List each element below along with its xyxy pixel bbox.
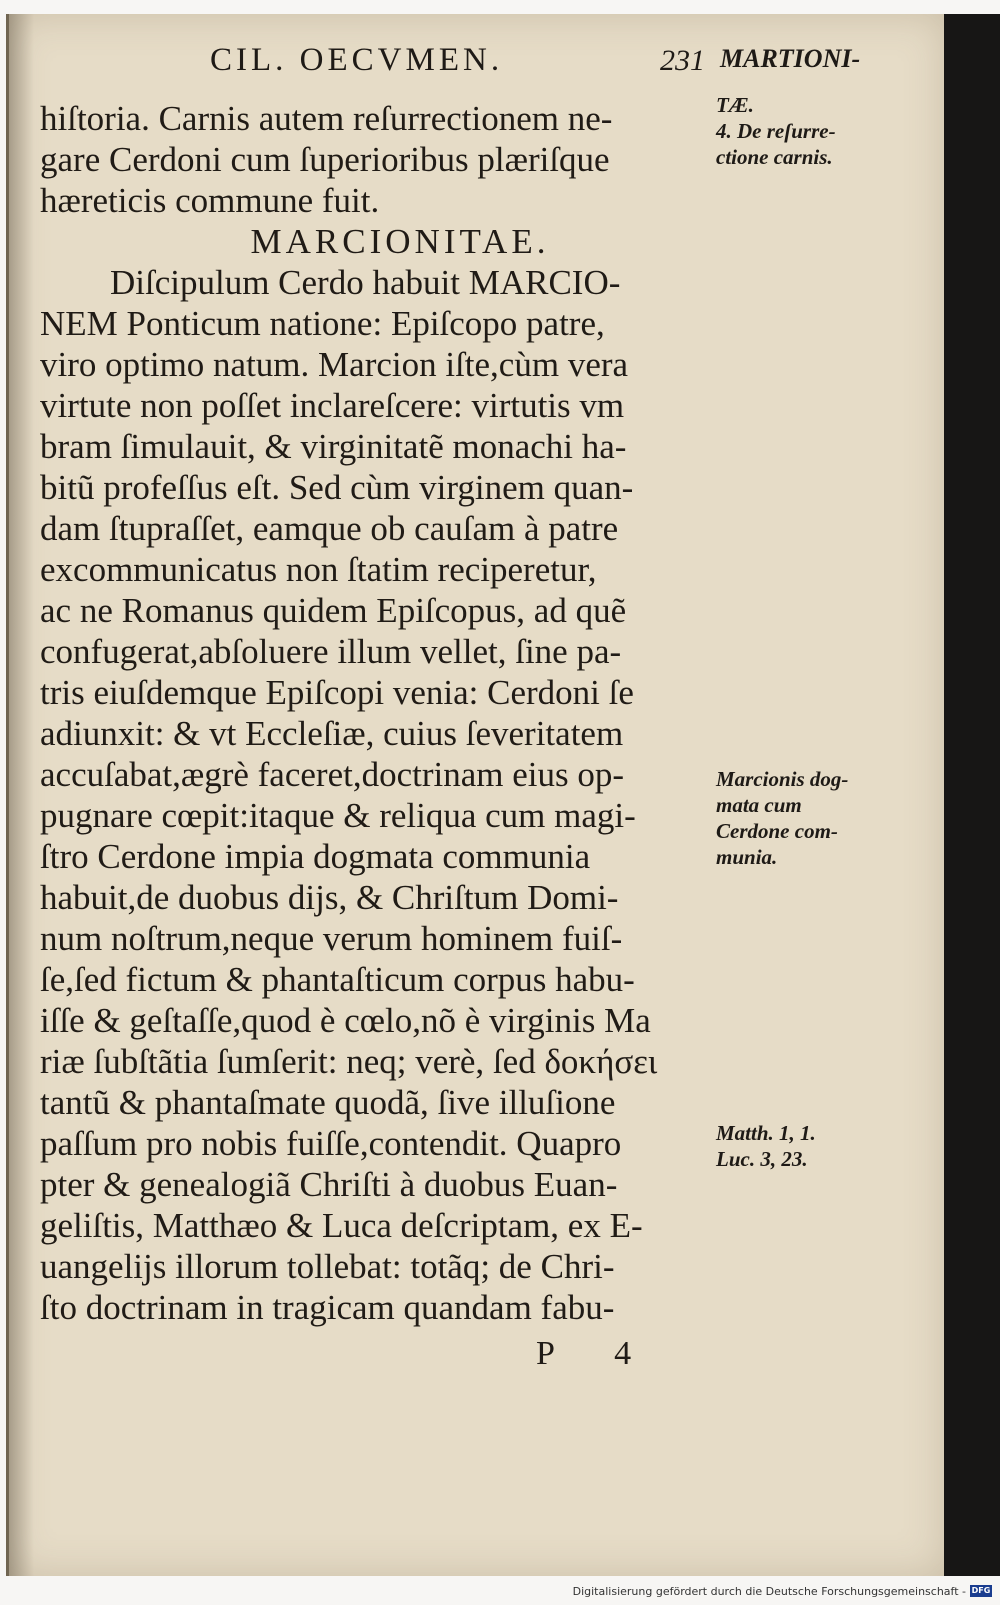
text-line: Diſcipulum Cerdo habuit MARCIO-	[110, 263, 621, 302]
gutter-shadow	[6, 14, 34, 1576]
text-line: bram ſimulauit, & virginitatẽ monachi ha-	[40, 427, 627, 466]
text-line: iſſe & geſtaſſe,quod è cœlo,nõ è virginis Ma	[40, 1001, 651, 1040]
text-line: riæ ſubſtãtia ſumſerit: neq; verè, ſed δοκήσει	[40, 1042, 658, 1081]
margin-note-line: ctione carnis.	[716, 145, 833, 169]
signature-mark: P 4	[536, 1335, 658, 1372]
text-line: gare Cerdoni cum ſuperioribus plæriſque	[40, 140, 610, 179]
funding-credit: Digitalisierung gefördert durch die Deutsche Forschungsgemeinschaft -	[572, 1585, 966, 1598]
running-head: CIL. OECVMEN.	[210, 42, 504, 78]
text-line: pugnare cœpit:itaque & reliqua cum magi-	[40, 796, 636, 835]
text-line: paſſum pro nobis fuiſſe,contendit. Quapro	[40, 1124, 622, 1163]
margin-note-line: Marcionis dog-	[716, 767, 849, 791]
dfg-logo: DFG	[971, 1586, 991, 1595]
margin-heading: MARTIONI-	[720, 44, 861, 73]
text-line: tantũ & phantaſmate quodã, ſive illuſione	[40, 1083, 616, 1122]
text-line: ac ne Romanus quidem Epiſcopus, ad quẽ	[40, 591, 627, 630]
margin-note	[716, 766, 876, 870]
text-line: NEM Ponticum natione: Epiſcopo patre,	[40, 304, 605, 343]
text-line: pter & genealogiã Chriſti à duobus Euan-	[40, 1165, 618, 1204]
text-line: dam ſtupraſſet, eamque ob cauſam à patre	[40, 509, 619, 548]
margin-note-line: munia.	[716, 845, 778, 869]
margin-note-line: TÆ.	[716, 93, 754, 117]
margin-note-line: Cerdone com-	[716, 819, 838, 843]
margin-note-line: Matth. 1, 1.	[716, 1121, 816, 1145]
margin-note-line: Luc. 3, 23.	[716, 1147, 808, 1171]
text-line: viro optimo natum. Marcion iſte,cùm vera	[40, 345, 629, 384]
text-line: hæreticis commune fuit.	[40, 181, 380, 220]
main-text-block	[40, 98, 720, 1328]
margin-note	[716, 92, 876, 170]
text-line: virtute non poſſet inclareſcere: virtutis vm	[40, 386, 625, 425]
page-header	[200, 42, 900, 92]
text-line: geliſtis, Matthæo & Luca deſcriptam, ex E-	[40, 1206, 643, 1245]
text-line: uangelijs illorum tollebat: totãq; de Chri-	[40, 1247, 615, 1286]
text-line: num noſtrum,neque verum hominem fuiſ-	[40, 919, 623, 958]
margin-note	[716, 1120, 876, 1172]
text-line: excommunicatus non ſtatim reciperetur,	[40, 550, 597, 589]
margin-note-line: mata cum	[716, 793, 802, 817]
page-number: 231	[660, 44, 705, 77]
text-line: bitũ profeſſus eſt. Sed cùm virginem quan-	[40, 468, 634, 507]
text-line: confugerat,abſoluere illum vellet, ſine pa-	[40, 632, 622, 671]
text-line: habuit,de duobus dijs, & Chriſtum Domi-	[40, 878, 619, 917]
text-line: ſe,ſed fictum & phantaſticum corpus habu-	[40, 960, 635, 999]
text-line: accuſabat,ægrè faceret,doctrinam eius op-	[40, 755, 625, 794]
text-line: hiſtoria. Carnis autem reſurrectionem ne-	[40, 99, 613, 138]
text-line: ſto doctrinam in tragicam quandam fabu-	[40, 1288, 615, 1327]
text-line: adiunxit: & vt Eccleſiæ, cuius ſeveritatem	[40, 714, 624, 753]
text-line: ſtro Cerdone impia dogmata communia	[40, 837, 591, 876]
text-line: tris eiuſdemque Epiſcopi venia: Cerdoni ſe	[40, 673, 634, 712]
margin-note-line: 4. De reſurre-	[716, 119, 836, 143]
section-heading: MARCIONITAE.	[250, 222, 550, 261]
scan-edge	[944, 14, 1000, 1576]
